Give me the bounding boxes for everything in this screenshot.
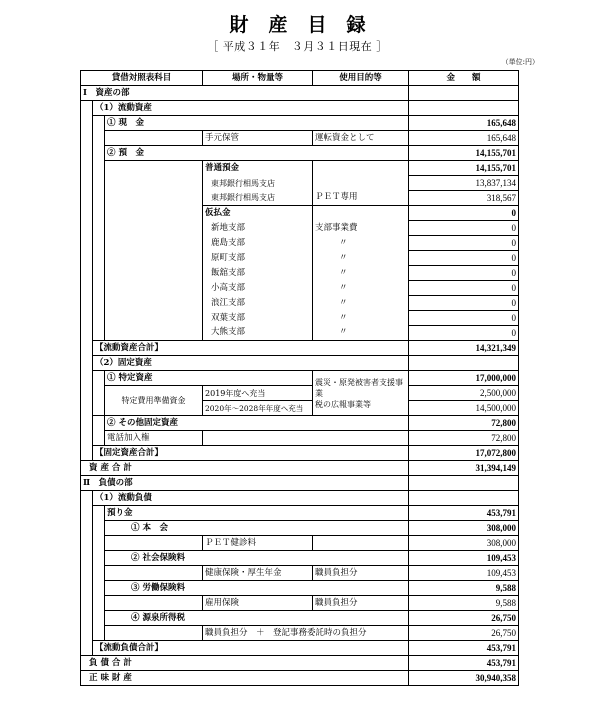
temp-payment-label: 仮払金 — [203, 206, 313, 221]
phone-right-amount: 72,800 — [409, 431, 519, 446]
temp-payment-amount: 0 — [409, 206, 519, 221]
assets-total-amount: 31,394,149 — [409, 461, 519, 476]
specific-assets-amount: 17,000,000 — [409, 371, 519, 386]
table-row — [81, 176, 519, 191]
reserve-1-place: 2019年度へ充当 — [203, 386, 313, 401]
table-row — [81, 326, 519, 341]
as-of-date: ［ 平成３１年 ３月３１日現在 ］ — [207, 40, 388, 53]
table-row — [81, 581, 519, 596]
branch-name: 双葉支部 — [203, 311, 313, 326]
branch-purpose: 〃 — [313, 311, 409, 326]
labor-insurance-label: ③ 労働保険料 — [105, 581, 203, 596]
liabilities-total-label: 負 債 合 計 — [81, 656, 203, 671]
table-row — [81, 566, 519, 581]
branch-name: 原町支部 — [203, 251, 313, 266]
branch-purpose: 支部事業費 — [313, 221, 409, 236]
table-row — [81, 116, 519, 131]
table-row — [81, 191, 519, 206]
branch-name: 鹿島支部 — [203, 236, 313, 251]
hq-place: ＰＥＴ健診料 — [203, 536, 313, 551]
table-row — [81, 251, 519, 266]
table-row — [81, 476, 519, 491]
branch-name: 大熊支部 — [203, 326, 313, 341]
table-row — [81, 341, 519, 356]
table-row — [81, 656, 519, 671]
table-row — [81, 266, 519, 281]
withholding-tax-amount: 26,750 — [409, 611, 519, 626]
current-assets-total-amount: 14,321,349 — [409, 341, 519, 356]
cash-label: ① 現 金 — [105, 116, 203, 131]
labor-insurance-amount: 9,588 — [409, 581, 519, 596]
deposits-received-label: 預り金 — [105, 506, 203, 521]
other-fixed-amount: 72,800 — [409, 416, 519, 431]
branch-amount: 0 — [409, 326, 519, 341]
other-fixed-label: ② その他固定資産 — [105, 416, 203, 431]
deposits-received-amount: 453,791 — [409, 506, 519, 521]
fixed-assets-label: （2）固定資産 — [93, 356, 203, 371]
branch-name: 新地支部 — [203, 221, 313, 236]
branch-name: 浪江支部 — [203, 296, 313, 311]
branch-amount: 0 — [409, 311, 519, 326]
table-row — [81, 506, 519, 521]
table-row — [81, 521, 519, 536]
cash-place: 手元保管 — [203, 131, 313, 146]
table-row — [81, 371, 519, 386]
ordinary-deposit-amount: 14,155,701 — [409, 161, 519, 176]
table-row — [81, 311, 519, 326]
current-assets-total-label: 【流動資産合計】 — [93, 341, 203, 356]
reserve-2-place: 2020年～2028年年度へ充当 — [203, 401, 313, 416]
current-liabilities-label: （1）流動負債 — [93, 491, 203, 506]
labor-insurance-detail-amount: 9,588 — [409, 596, 519, 611]
table-row — [81, 131, 519, 146]
current-assets-label: （1）流動資産 — [93, 101, 203, 116]
table-header-row — [81, 71, 519, 86]
branch-purpose: 〃 — [313, 326, 409, 341]
liabilities-total-amount: 453,791 — [409, 656, 519, 671]
reserve-2-amount: 14,500,000 — [409, 401, 519, 416]
table-row — [81, 671, 519, 686]
col-header-account: 貸借対照表科目 — [81, 71, 203, 86]
reserve-1-amount: 2,500,000 — [409, 386, 519, 401]
table-row — [81, 386, 519, 401]
social-insurance-place: 健康保険・厚生年金 — [203, 566, 313, 581]
social-insurance-label: ② 社会保険料 — [105, 551, 203, 566]
table-row — [81, 461, 519, 476]
specific-reserve-label: 特定費用準備資金 — [105, 386, 203, 416]
table-row — [81, 491, 519, 506]
branch-amount: 0 — [409, 281, 519, 296]
table-row — [81, 161, 519, 176]
branch-name: 小高支部 — [203, 281, 313, 296]
hq-detail-amount: 308,000 — [409, 536, 519, 551]
bank-2-amount: 318,567 — [409, 191, 519, 206]
table-row — [81, 86, 519, 101]
ordinary-deposit-label: 普通預金 — [203, 161, 313, 176]
table-row — [81, 416, 519, 431]
current-liabilities-total-label: 【流動負債合計】 — [93, 641, 203, 656]
bank-1: 東邦銀行相馬支店 — [203, 176, 313, 191]
cash-detail-amount: 165,648 — [409, 131, 519, 146]
unit-label: （単位:円） — [501, 58, 539, 66]
col-header-amount: 金 額 — [409, 71, 519, 86]
social-insurance-amount: 109,453 — [409, 551, 519, 566]
hq-label: ① 本 会 — [105, 521, 203, 536]
branch-amount: 0 — [409, 251, 519, 266]
col-header-place: 場所・物量等 — [203, 71, 313, 86]
bank-2: 東邦銀行相馬支店 — [203, 191, 313, 206]
table-row — [81, 206, 519, 221]
fixed-assets-total-amount: 17,072,800 — [409, 446, 519, 461]
branch-purpose: 〃 — [313, 296, 409, 311]
table-row — [81, 626, 519, 641]
cash-amount: 165,648 — [409, 116, 519, 131]
assets-section-label: Ⅰ 資産の部 — [81, 86, 203, 101]
table-row — [81, 551, 519, 566]
table-row — [81, 236, 519, 251]
table-row — [81, 221, 519, 236]
table-row — [81, 446, 519, 461]
branch-purpose: 〃 — [313, 266, 409, 281]
table-row — [81, 596, 519, 611]
bank-2-purpose: ＰＥＴ専用 — [313, 191, 409, 206]
current-liabilities-total-amount: 453,791 — [409, 641, 519, 656]
hq-amount: 308,000 — [409, 521, 519, 536]
withholding-tax-detail-amount: 26,750 — [409, 626, 519, 641]
table-row — [81, 431, 519, 446]
fixed-assets-total-label: 【固定資産合計】 — [93, 446, 203, 461]
deposits-amount: 14,155,701 — [409, 146, 519, 161]
net-assets-amount: 30,940,358 — [409, 671, 519, 686]
page-title: 財産目録 — [229, 14, 386, 36]
specific-assets-label: ① 特定資産 — [105, 371, 203, 386]
branch-purpose: 〃 — [313, 281, 409, 296]
branch-amount: 0 — [409, 296, 519, 311]
table-row — [81, 641, 519, 656]
deposits-label: ② 預 金 — [105, 146, 203, 161]
labor-insurance-purpose: 職員負担分 — [313, 596, 409, 611]
cash-purpose: 運転資金として — [313, 131, 409, 146]
social-insurance-purpose: 職員負担分 — [313, 566, 409, 581]
specific-assets-purpose: 震災・原発被害者支援事業 税の広報事業等 — [313, 371, 409, 416]
labor-insurance-place: 雇用保険 — [203, 596, 313, 611]
branch-purpose: 〃 — [313, 251, 409, 266]
assets-total-label: 資 産 合 計 — [81, 461, 203, 476]
bank-1-amount: 13,837,134 — [409, 176, 519, 191]
table-row — [81, 296, 519, 311]
branch-purpose: 〃 — [313, 236, 409, 251]
table-row — [81, 281, 519, 296]
table-row — [81, 611, 519, 626]
table-row — [81, 101, 519, 116]
col-header-purpose: 使用目的等 — [313, 71, 409, 86]
branch-amount: 0 — [409, 266, 519, 281]
branch-amount: 0 — [409, 221, 519, 236]
withholding-tax-label: ④ 源泉所得税 — [105, 611, 203, 626]
phone-right-label: 電話加入権 — [105, 431, 203, 446]
property-inventory-table — [80, 70, 519, 686]
social-insurance-detail-amount: 109,453 — [409, 566, 519, 581]
branch-name: 飯舘支部 — [203, 266, 313, 281]
table-row — [81, 536, 519, 551]
branch-amount: 0 — [409, 236, 519, 251]
table-row — [81, 146, 519, 161]
net-assets-label: 正 味 財 産 — [81, 671, 203, 686]
table-row — [81, 356, 519, 371]
withholding-tax-place: 職員負担分 ＋ 登記事務委託時の負担分 — [203, 626, 409, 641]
liabilities-section-label: Ⅱ 負債の部 — [81, 476, 203, 491]
